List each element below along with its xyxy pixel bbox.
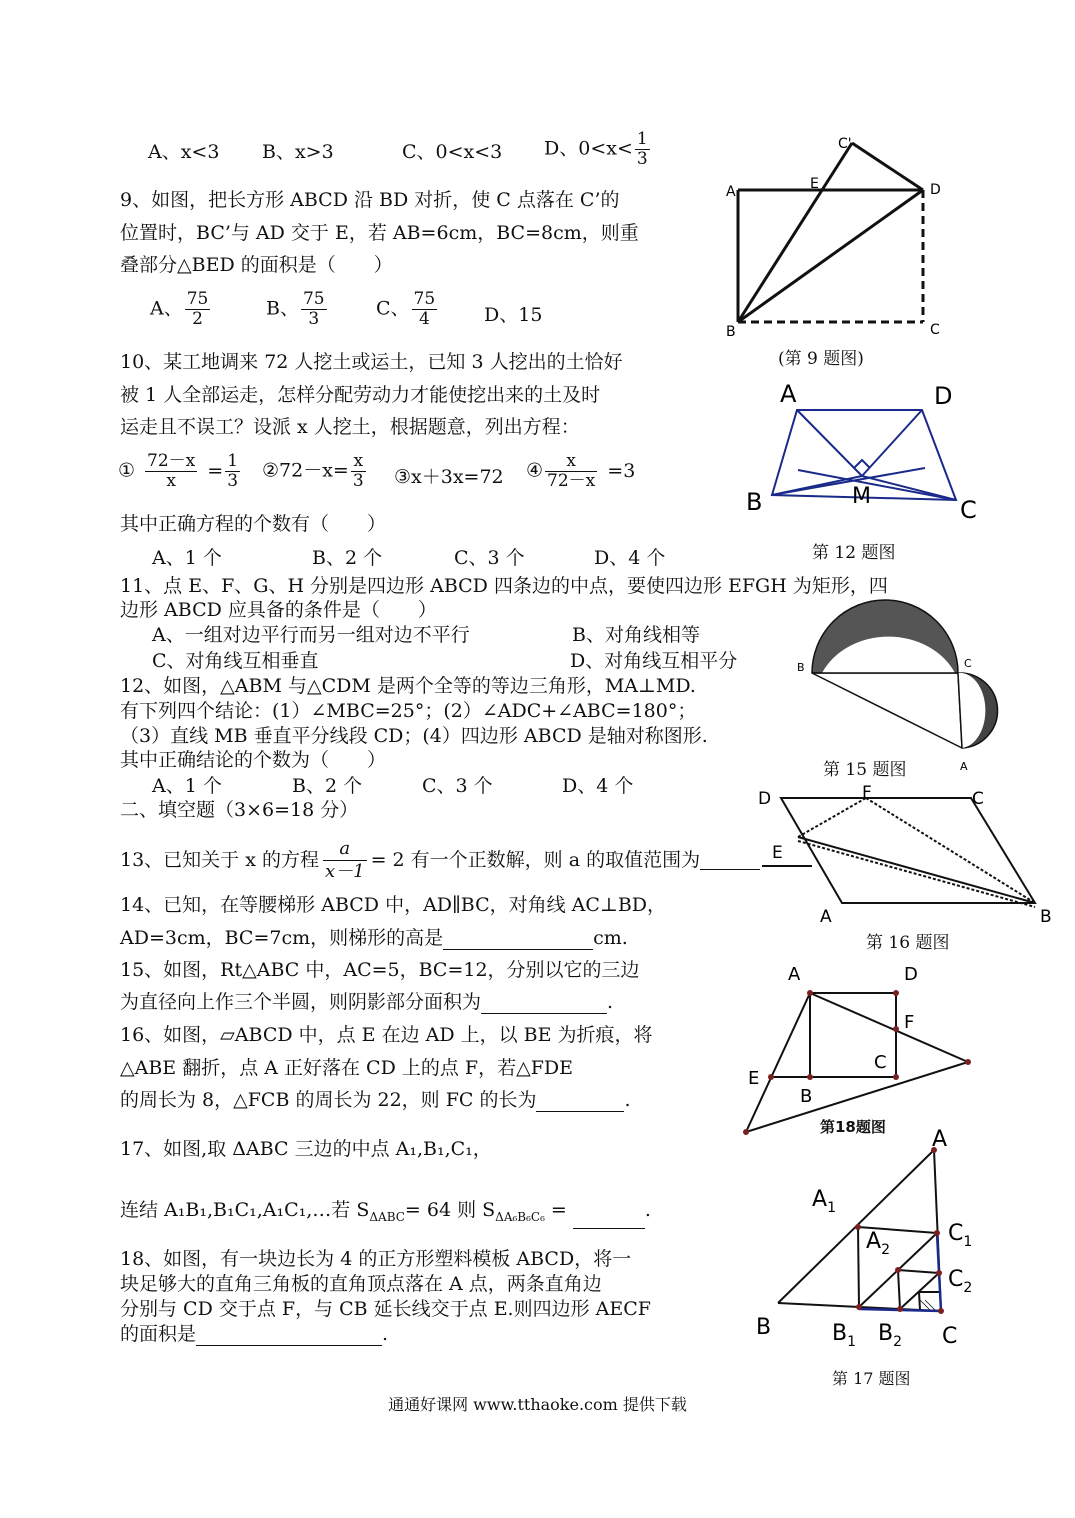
figure-12-label-b: B (746, 488, 763, 516)
figure-18-caption: 第18题图 (820, 1118, 886, 1136)
page-footer: 通通好课网 www.tthaoke.com 提供下载 (388, 1395, 687, 1414)
figure-18-label-e: E (748, 1068, 760, 1089)
q18-line-1: 18、如图，有一块边长为 4 的正方形塑料模板 ABCD，将一 (120, 1248, 632, 1270)
q8-option-a: A、x<3 (148, 141, 220, 163)
figure-9-label-a: A (726, 184, 736, 200)
figure-17-label-a2-subscript: 2 (881, 1242, 890, 1258)
figure-17-label-b1-subscript: 1 (847, 1334, 857, 1350)
q11-option-d: D、对角线互相平分 (570, 650, 738, 672)
q9-option-a-label: A、 (150, 297, 183, 320)
q18-line-4-suffix: . (382, 1323, 389, 1345)
figure-9-label-d: D (930, 182, 941, 198)
equation-marker: ① (118, 459, 136, 482)
q10-option-d: D、4 个 (594, 547, 666, 569)
figure-17-label-a1-subscript: 1 (827, 1200, 836, 1216)
figure-17-label-b1 (832, 1321, 856, 1350)
figure-9-label-b: B (726, 324, 736, 340)
figure-17-label-c2-subscript: 2 (963, 1280, 973, 1296)
fraction-numerator: 1 (636, 129, 648, 149)
fraction-numerator: x (351, 452, 366, 472)
q15-line-2-suffix: . (607, 991, 614, 1013)
q11-line-2: 边形 ABCD 应具备的条件是（ ） (120, 599, 437, 621)
q12-option-d: D、4 个 (562, 775, 634, 797)
figure-17-label-c: C (942, 1324, 958, 1349)
figure-12-label-d: D (934, 382, 953, 410)
q14-line-2-suffix: cm. (593, 927, 628, 949)
figure-17-label-c1-subscript: 1 (963, 1234, 973, 1250)
figure-16-label-a: A (820, 907, 832, 927)
q14-line-2-prefix: AD=3cm，BC=7cm，则梯形的高是 (120, 927, 444, 949)
fraction-numerator: 72－x (147, 451, 196, 471)
figure-15-label-a: A (960, 760, 968, 773)
q17-line-2-prefix: 连结 A₁B₁,B₁C₁,A₁C₁,…若 S (120, 1199, 370, 1221)
figure-15-caption: 第 15 题图 (823, 760, 907, 780)
q15-line-1: 15、如图，Rt△ABC 中，AC=5，BC=12，分别以它的三边 (120, 959, 640, 981)
q10-equation-3: ③x＋3x=72 (394, 466, 504, 488)
q17-area-subscript-a6b6c6: ΔA₆B₆C₆ (495, 1209, 545, 1224)
figure-17-label-b2-subscript: 2 (893, 1334, 903, 1350)
fraction-numerator: 1 (227, 451, 239, 471)
q12-option-a: A、1 个 (152, 775, 222, 797)
fraction-denominator: x－1 (324, 860, 365, 882)
figure-16-label-e: E (772, 843, 783, 863)
q12-line-4: 其中正确结论的个数为（ ） (120, 749, 387, 771)
q11-option-c: C、对角线互相垂直 (152, 650, 319, 672)
figure-12-caption: 第 12 题图 (812, 543, 896, 563)
q9-line-2: 位置时，BC’与 AD 交于 E，若 AB=6cm，BC=8cm，则重 (120, 222, 639, 244)
q18-line-4-prefix: 的面积是 (120, 1323, 197, 1345)
figure-18-label-a: A (788, 964, 801, 985)
q12-line-1: 12、如图，△ABM 与△CDM 是两个全等的等边三角形，MA⊥MD. (120, 675, 696, 697)
figure-15-label-b: B (797, 661, 805, 674)
q10-line-2: 被 1 人全部运走，怎样分配劳动力才能使挖出来的土及时 (120, 384, 601, 406)
q17-area-subscript-abc: ΔABC (369, 1209, 405, 1224)
q16-line-3-prefix: 的周长为 8，△FCB 的周长为 22，则 FC 的长为 (120, 1089, 537, 1111)
fraction-denominator: 3 (636, 149, 648, 169)
figure-15-label-c: C (964, 657, 972, 670)
figure-9-label-c-prime: C' (838, 136, 852, 152)
figure-16-label-d: D (758, 789, 772, 809)
fraction-denominator: 3 (352, 471, 364, 491)
figure-9-label-c: C (930, 322, 940, 338)
fraction-denominator: 2 (192, 309, 203, 329)
figure-17-label-c1 (948, 1221, 972, 1250)
fraction-denominator: 3 (227, 471, 239, 491)
figure-17-label-a1 (812, 1187, 836, 1216)
fraction-numerator: 75 (186, 289, 209, 309)
fraction-numerator: 75 (302, 289, 325, 309)
figure-9-caption: (第 9 题图) (778, 349, 864, 369)
figure-17-label-a1-letter: A (812, 1187, 828, 1212)
q17-line-1: 17、如图,取 ΔABC 三边的中点 A₁,B₁,C₁， (120, 1138, 492, 1160)
q16-line-3-suffix: . (624, 1089, 631, 1111)
q16-line-2: △ABE 翻折，点 A 正好落在 CD 上的点 F，若△FDE (120, 1057, 573, 1079)
figure-17-label-c1-letter: C (948, 1221, 964, 1246)
equation-suffix: =3 (607, 459, 636, 482)
q17-line-2-end: . (644, 1199, 651, 1221)
figure-17-label-b: B (756, 1315, 772, 1340)
q9-option-d: D、15 (484, 304, 543, 326)
q9-option-b-label: B、 (266, 297, 299, 320)
q12-option-c: C、3 个 (422, 775, 493, 797)
equation-prefix: ②72－x= (262, 459, 349, 482)
section-fill-in-heading: 二、填空题（3×6=18 分） (120, 799, 359, 821)
q13-prefix: 13、已知关于 x 的方程 (120, 849, 319, 871)
figure-16-label-b: B (1040, 907, 1052, 927)
q13-suffix: = 2 有一个正数解，则 a 的取值范围为 (370, 849, 701, 871)
figure-17-label-c2 (948, 1267, 972, 1296)
q10-option-a: A、1 个 (152, 547, 222, 569)
q10-line-1: 10、某工地调来 72 人挖土或运土，已知 3 人挖出的土恰好 (120, 351, 623, 373)
fraction-denominator: 4 (418, 309, 430, 329)
figure-16-caption: 第 16 题图 (866, 933, 950, 953)
q10-line-5: 其中正确方程的个数有（ ） (120, 513, 387, 535)
q9-line-1: 9、如图，把长方形 ABCD 沿 BD 对折，使 C 点落在 C’的 (120, 189, 620, 211)
fraction-denominator: 3 (308, 309, 320, 329)
equals-sign: = (207, 459, 224, 482)
q9-line-3: 叠部分△BED 的面积是（ ） (120, 254, 393, 276)
q10-option-b: B、2 个 (312, 547, 383, 569)
q11-option-a: A、一组对边平行而另一组对边不平行 (152, 624, 470, 646)
q12-line-3: （3）直线 MB 垂直平分线段 CD；(4）四边形 ABCD 是轴对称图形. (120, 725, 708, 747)
fraction-denominator: 72－x (547, 471, 596, 491)
q10-option-c: C、3 个 (454, 547, 525, 569)
q18-line-3: 分别与 CD 交于点 F，与 CB 延长线交于点 E.则四边形 AECF (120, 1298, 651, 1320)
fraction-denominator: x (166, 471, 176, 491)
q17-line-2-middle: = 64 则 S (404, 1199, 496, 1221)
q14-line-1: 14、已知，在等腰梯形 ABCD 中，AD∥BC，对角线 AC⊥BD， (120, 894, 667, 916)
figure-12-label-c: C (960, 496, 977, 524)
figure-17-label-b2-letter: B (878, 1321, 894, 1346)
q12-option-b: B、2 个 (292, 775, 363, 797)
figure-18-label-c: C (874, 1052, 887, 1073)
q8-option-c: C、0<x<3 (402, 141, 503, 163)
q11-line-1: 11、点 E、F、G、H 分别是四边形 ABCD 四条边的中点，要使四边形 EFGH 为矩形，四 (120, 575, 888, 597)
q9-option-c-label: C、 (376, 297, 410, 320)
figure-18-label-d: D (904, 964, 918, 985)
q12-line-2: 有下列四个结论：(1）∠MBC=25°；(2）∠ADC+∠ABC=180°； (120, 700, 697, 722)
q8-option-d-prefix: D、0<x< (544, 137, 633, 160)
q17-line-2-equals: = (550, 1199, 567, 1221)
q10-line-3: 运走且不误工？设派 x 人挖土，根据题意，列出方程： (120, 416, 580, 438)
q8-option-b: B、x>3 (262, 141, 334, 163)
figure-12-label-a: A (780, 380, 797, 408)
figure-17-label-a2 (866, 1229, 890, 1258)
figure-12-label-m: M (852, 484, 871, 509)
figure-17-label-b1-letter: B (832, 1321, 848, 1346)
fraction-numerator: x (545, 452, 597, 472)
fraction-numerator: a (323, 838, 367, 861)
equation-marker: ④ (526, 459, 544, 482)
figure-17-label-b2 (878, 1321, 902, 1350)
figure-17-caption: 第 17 题图 (832, 1369, 911, 1388)
figure-18-label-b: B (800, 1086, 813, 1107)
figure-17-label-c2-letter: C (948, 1267, 964, 1292)
q15-line-2-prefix: 为直径向上作三个半圆，则阴影部分面积为 (120, 991, 482, 1013)
fraction-numerator: 75 (413, 289, 436, 309)
q16-line-1: 16、如图，▱ABCD 中，点 E 在边 AD 上，以 BE 为折痕，将 (120, 1024, 653, 1046)
figure-17-label-a2-letter: A (866, 1229, 882, 1254)
figure-17-label-a: A (932, 1127, 948, 1152)
q18-line-2: 块足够大的直角三角板的直角顶点落在 A 点，两条直角边 (120, 1273, 602, 1295)
figure-16-label-c: C (972, 789, 984, 809)
figure-16-label-f: F (862, 783, 872, 803)
figure-18-label-f: F (904, 1012, 915, 1033)
q11-option-b: B、对角线相等 (572, 624, 700, 646)
figure-9-label-e: E (810, 176, 819, 192)
